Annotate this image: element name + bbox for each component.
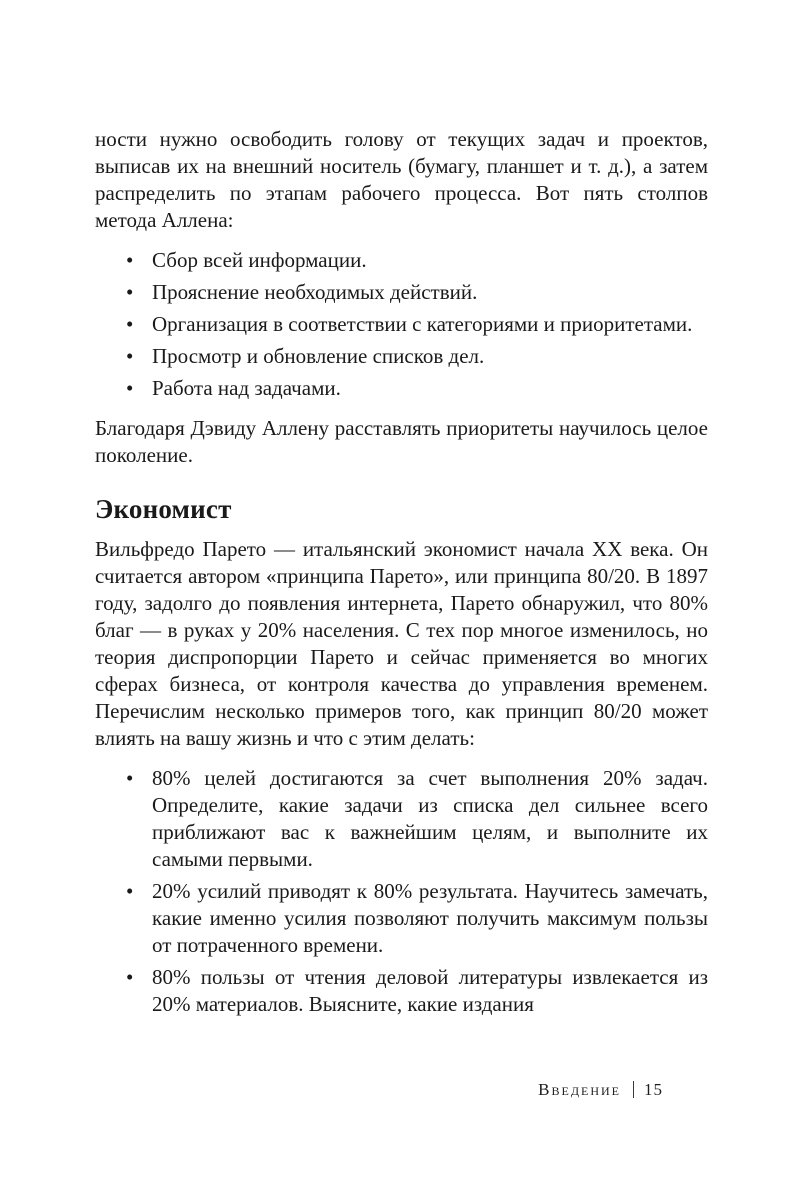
bullet-icon: •	[126, 248, 134, 272]
pareto-examples-list	[95, 765, 708, 1018]
list-item-text: Работа над задачами.	[152, 376, 341, 400]
list-item-text: 20% усилий приводят к 80% результата. Научитесь замечать, какие именно усилия позволяют получить максимум пользы от потраченного времени.	[152, 879, 708, 957]
page-footer	[95, 1080, 708, 1100]
running-chapter-title: Введение	[538, 1080, 621, 1099]
paragraph-allen-method: ности нужно освободить голову от текущих задач и проектов, выписав их на внешний носитель (бумагу, планшет и т. д.), а затем распределить по этапам рабочего процесса. Вот пять столпов метода Аллена:	[95, 127, 708, 232]
list-item-text: Просмотр и обновление списков дел.	[152, 344, 485, 368]
list-item	[95, 878, 708, 959]
list-item	[95, 311, 708, 338]
footer-divider	[633, 1081, 634, 1098]
list-item	[95, 279, 708, 306]
list-item-text: Сбор всей информации.	[152, 248, 367, 272]
bullet-icon: •	[126, 344, 134, 368]
page-number: 15	[644, 1080, 663, 1099]
page-content	[95, 126, 708, 1031]
list-item-text: Организация в соответствии с категориями и приоритетами.	[152, 312, 693, 336]
bullet-icon: •	[126, 766, 134, 790]
list-item	[95, 343, 708, 370]
list-item	[95, 375, 708, 402]
bullet-icon: •	[126, 965, 134, 989]
bullet-icon: •	[126, 280, 134, 304]
allen-pillars-list	[95, 247, 708, 402]
list-item-text: 80% целей достигаются за счет выполнения 20% задач. Определите, какие задачи из списка дел сильнее всего приближают вас к важнейшим целям, и выполните их самыми первыми.	[152, 766, 708, 871]
paragraph-pareto: Вильфредо Парето — итальянский экономист начала XX века. Он считается автором «принципа Парето», или принципа 80/20. В 1897 году, задолго до появления интернета, Парето обнаружил, что 80% благ — в руках у 20% населения. С тех пор многое изменилось, но теория диспропорции Парето и сейчас применяется во многих сферах бизнеса, от контроля качества до управления временем. Перечислим несколько примеров того, как принцип 80/20 может влиять на вашу жизнь и что с этим делать:	[95, 537, 708, 750]
section-heading-economist: Экономист	[95, 494, 232, 524]
list-item	[95, 247, 708, 274]
bullet-icon: •	[126, 376, 134, 400]
list-item	[95, 964, 708, 1018]
list-item-text: Прояснение необходимых действий.	[152, 280, 478, 304]
bullet-icon: •	[126, 312, 134, 336]
bullet-icon: •	[126, 879, 134, 903]
paragraph-allen-conclusion: Благодаря Дэвиду Аллену расставлять приоритеты научилось целое поколение.	[95, 416, 708, 467]
list-item	[95, 765, 708, 873]
list-item-text: 80% пользы от чтения деловой литературы извлекается из 20% материалов. Выясните, какие издания	[152, 965, 708, 1016]
